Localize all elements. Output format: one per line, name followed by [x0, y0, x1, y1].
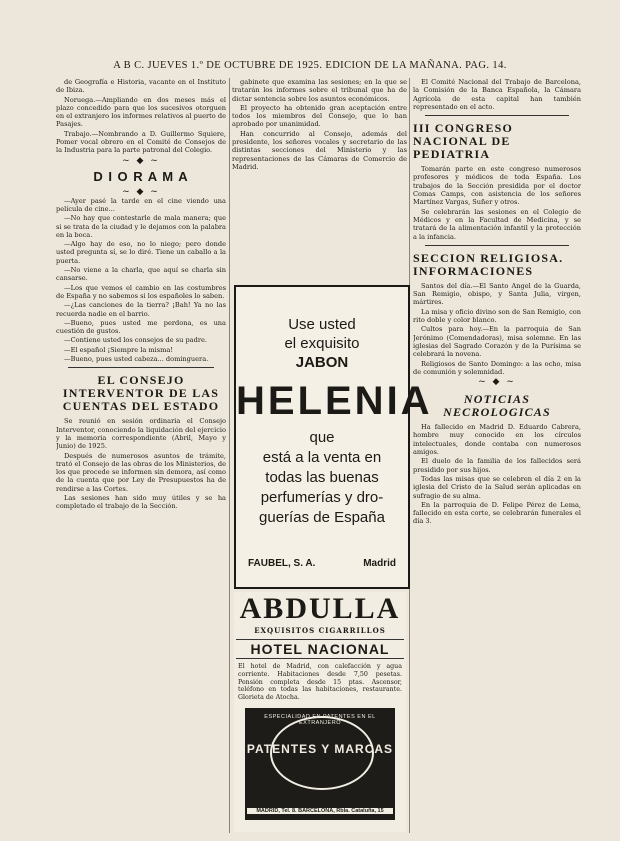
diorama-heading: D I O R A M A — [93, 168, 189, 184]
ornament: ~ ◆ ~ — [478, 377, 516, 388]
ad-line: el exquisito — [284, 335, 360, 352]
paragraph: Se reunió en sesión ordinaria el Consejo Interventor, conociendo la liquidación del ejercicio y la memoria correspondiente (Abril, Mayo y Junio) de 1925. — [56, 417, 226, 451]
paragraph: El proyecto ha obtenido gran aceptación entre todos los miembros del Consejo, que lo han aprobado por unanimidad. — [232, 103, 407, 129]
running-head: A B C. JUEVES 1.º DE OCTUBRE DE 1925. EDICION DE LA MAÑANA. PAG. 14. — [113, 60, 507, 71]
hotel-name: HOTEL NACIONAL — [236, 639, 404, 659]
column-rule — [229, 78, 230, 833]
column-1 — [56, 78, 226, 838]
paragraph: —Algo hay de eso, no lo niego; pero donde usted pregunta sí, se lo diré. Tiene un caballo a la puerta. — [56, 240, 226, 265]
helenia-brand: HELENIA — [236, 379, 433, 423]
paragraph: En la parroquia de D. Felipe Pérez de Lema, fallecido en esta corte, se celebrarán funerales el día 3. — [413, 500, 581, 526]
patent-arc-text: ESPECIALIDAD EN PATENTES EN EL EXTRANJERO — [264, 713, 376, 726]
paragraph: —Ayer pasé la tarde en el cine viendo una película de cine... — [56, 196, 226, 213]
necrologicas-heading: NOTICIAS NECROLOGICAS — [443, 392, 551, 420]
paragraph: Noruega.—Ampliando en dos meses más el plazo concedido para que los sucesivos otorguen en el extranjero los informes relativos al puerto de Pasajes. — [56, 95, 226, 129]
ad-line: perfumerías y dro- — [260, 489, 384, 506]
paragraph: —¿Las canciones de la tierra? ¡Bah! Ya no las recuerda nadie en el barrio. — [56, 301, 226, 318]
ad-footer — [248, 558, 396, 569]
column-3 — [413, 78, 581, 838]
paragraph: Después de numerosos asuntos de trámite, trató el Consejo de las obras de los Ministerios, de los que procede se informen sin demora, así como de la cuenta que por Ley de Presupuestos ha de rendirse a las Cortes. — [56, 451, 226, 493]
paragraph: Cultos para hoy.—En la parroquia de San Jerónimo (Comendadoras), misa solemne. En las iglesias del Sagrado Corazón y de la Purísima se celebrará la novena. — [413, 325, 581, 359]
paragraph: La misa y oficio divino son de San Remigio, con rito doble y color blanco. — [413, 307, 581, 325]
ornament: ~ ◆ ~ — [122, 186, 160, 197]
ad-city: Madrid — [363, 558, 396, 569]
patent-title: PATENTES Y MARCAS — [246, 741, 394, 756]
divider — [68, 367, 214, 368]
abdulla-brand: ABDULLA — [239, 592, 401, 625]
hotel-text: El hotel de Madrid, con calefacción y agua corriente. Habitaciones desde 7,50 pesetas. Pensión completa desde 15 ptas. Ascensor, teléfono en todas las habitaciones, restaurante. Glorieta de Atocha. — [238, 663, 402, 702]
paragraph: Religiosos de Santo Domingo: a las ocho, misa de comunión y solemnidad. — [413, 359, 581, 376]
paragraph: Santos del día.—El Santo Angel de la Guarda, San Remigio, obispo, y Santa Julia, virgen, mártires. — [413, 281, 581, 307]
consejo-heading: EL CONSEJO INTERVENTOR DE LAS CUENTAS DEL ESTADO — [62, 373, 220, 414]
lower-ads — [234, 592, 406, 832]
paragraph: Todas las misas que se celebren el día 2 en la iglesia del Cristo de la Salud serán aplicadas en sufragio de su alma. — [413, 474, 581, 500]
divider — [425, 115, 569, 116]
pediatria-heading: III CONGRESO NACIONAL DE PEDIATRIA — [413, 121, 514, 162]
paragraph: —Bueno, pues usted cabeza... dominguera. — [64, 355, 209, 364]
patent-address: MADRID, Tel. 8. BARCELONA, Rbla. Cataluña, 15 — [247, 808, 393, 814]
ad-line: guerías de España — [259, 509, 385, 526]
ad-line: Use usted — [288, 316, 356, 333]
patentes-advertisement — [245, 708, 395, 820]
paragraph: Ha fallecido en Madrid D. Eduardo Cabrera, hombre muy conocido en los círculos intelectuales, donde contaba con numerosos amigos. — [413, 423, 581, 457]
ad-line: está a la venta en — [262, 449, 382, 466]
paragraph: —Bueno, pues usted me perdona, es una cuestión de gustos. — [56, 318, 226, 336]
ad-maker: FAUBEL, S. A. — [248, 558, 316, 569]
ad-line: todas las buenas — [265, 469, 379, 486]
helenia-advertisement — [234, 285, 433, 589]
paragraph: —Los que vemos el cambio en las costumbres de España y no sabemos si los españoles lo saben. — [56, 283, 226, 300]
ad-line: que — [309, 429, 335, 446]
paragraph: gabinete que examina las sesiones; en la que se tratarán los informes sobre el tribunal que ha de dictar sentencia sobre los asuntos económicos. — [232, 78, 407, 103]
paragraph: de Geografía e Historia, vacante en el Instituto de Ibiza. — [56, 78, 226, 95]
paragraph: El Comité Nacional del Trabajo de Barcelona, la Comisión de la Banca Española, la Cámara Agrícola de esta capital han también representado en el acto. — [413, 78, 581, 111]
paragraph: —Contiene usted los consejos de su padre. — [64, 336, 207, 345]
divider — [425, 245, 569, 246]
paragraph: El duelo de la familia de los fallecidos será presidido por sus hijos. — [413, 457, 581, 474]
abdulla-tagline: EXQUISITOS CIGARRILLOS — [254, 626, 386, 635]
religiosa-heading: SECCION RELIGIOSA. INFORMACIONES — [413, 250, 564, 278]
paragraph: —No viene a la charla, que aquí se charla sin cansarse. — [56, 266, 226, 283]
paragraph: Trabajo.—Nombrando a D. Guillermo Squiere, Pomer vocal obrero en el Comité de Consejos de la Industria para la parte patronal del Colegio. — [56, 129, 226, 155]
ornament: ~ ◆ ~ — [122, 155, 160, 166]
paragraph: —No hay que contestarle de mala manera; que si se trata de la ciudad y le dejamos con la palabra en la boca. — [56, 214, 226, 239]
paragraph: Han concurrido al Consejo, además del presidente, los señores vocales y secretario de las distintas secciones del Ministerio y las representaciones de las Cámaras de Comercio de Madrid. — [232, 129, 407, 171]
ad-line: JABON — [295, 354, 349, 371]
paragraph: Las sesiones han sido muy útiles y se ha completado el trabajo de la Sección. — [56, 493, 226, 511]
paragraph: —El español ¡Siempre la misma! — [64, 345, 173, 354]
paragraph: Tomarán parte en este congreso numerosos profesores y médicos de toda España. Los trabajos de la Sección presidida por el doctor Comas Camps, con asistencia de los señores Martínez Vargas, Suñer y otros. — [413, 165, 581, 207]
paragraph: Se celebrarán las sesiones en el Colegio de Médicos y en la Facultad de Medicina, y se tratará de la alimentación infantil y la protección a la infancia. — [413, 207, 581, 241]
